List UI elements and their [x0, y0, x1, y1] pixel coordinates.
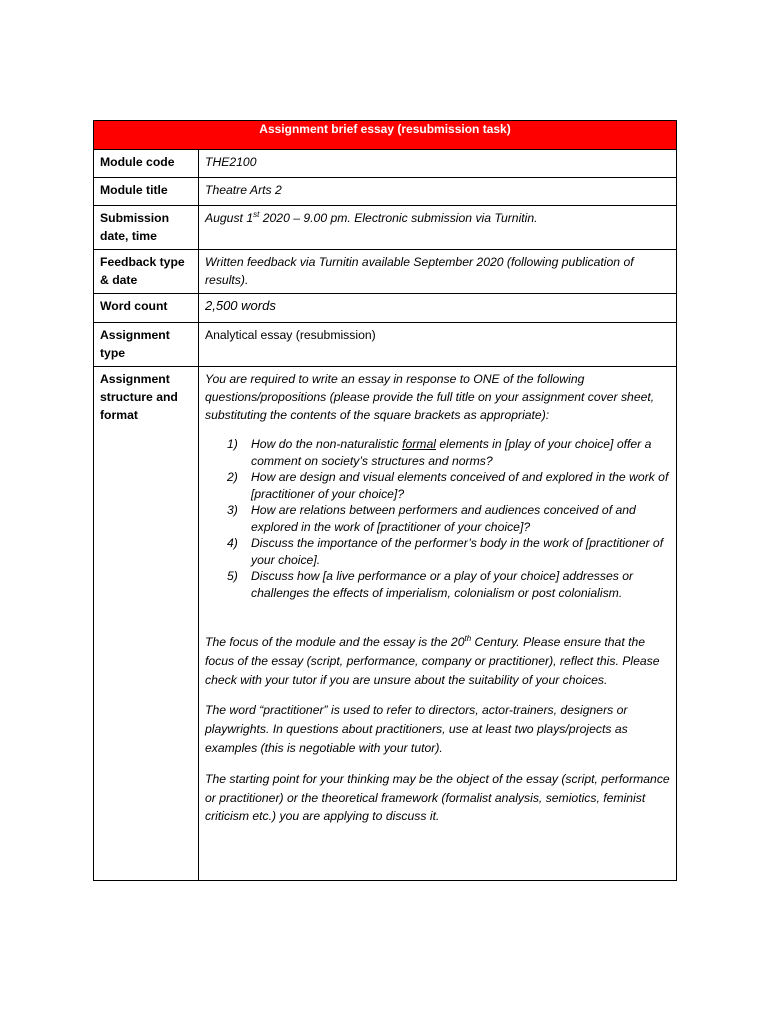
table-row — [94, 206, 677, 250]
assignment-brief-table — [93, 120, 677, 881]
table-row — [94, 294, 677, 323]
structure-intro: You are required to write an essay in response to ONE of the following questions/propositions (please provide the full title on your assignment cover sheet, substituting the contents of the square brackets as appropriate): — [205, 372, 655, 422]
question-number: 3) — [227, 503, 238, 517]
question-number: 2) — [227, 470, 238, 484]
question-text: Discuss how [a live performance or a play of your choice] addresses or challenges the effects of imperialism, colonialism or post colonialism. — [251, 569, 634, 600]
submission-value — [199, 206, 677, 250]
list-item — [227, 502, 670, 535]
word-count-label: Word count — [94, 294, 199, 323]
list-item — [227, 568, 670, 601]
list-item — [227, 469, 670, 502]
question-text: How are design and visual elements conceived of and explored in the work of [practitioner of your choice]? — [251, 470, 669, 501]
focus-text-start: The focus of the module and the essay is the 20 — [205, 635, 465, 649]
structure-label: Assignment structure and format — [94, 367, 199, 881]
question-number: 4) — [227, 536, 238, 550]
submission-date-suffix: st — [253, 210, 260, 219]
question-text-end: elements in [play of your choice] offer a comment on society’s structures and norms? — [251, 437, 652, 468]
submission-date-text: August 1 — [205, 211, 254, 225]
word-count-value: 2,500 words — [199, 294, 677, 323]
question-number: 5) — [227, 569, 238, 583]
question-number: 1) — [227, 437, 238, 451]
question-text — [251, 436, 670, 469]
table-row — [94, 150, 677, 178]
module-code-value: THE2100 — [199, 150, 677, 178]
focus-paragraph — [205, 633, 670, 689]
structure-content — [199, 367, 677, 881]
question-list — [205, 436, 670, 601]
starting-point-paragraph: The starting point for your thinking may be the object of the essay (script, performance or practitioner) or the theoretical framework (formalist analysis, semiotics, feminist criticism etc.) you are applying to discuss it. — [205, 771, 670, 824]
table-row — [94, 250, 677, 294]
module-title-value: Theatre Arts 2 — [199, 178, 677, 206]
table-row — [94, 178, 677, 206]
practitioner-paragraph: The word “practitioner” is used to refer to directors, actor-trainers, designers or playwrights. In questions about practitioners, use at least two plays/projects as examples (this is negotiable with your tutor). — [205, 703, 628, 755]
focus-suffix: th — [464, 634, 472, 643]
question-text: Discuss the importance of the performer’s body in the work of [practitioner of your choice]. — [251, 536, 664, 567]
underlined-word: formal — [402, 437, 436, 451]
table-row — [94, 367, 677, 881]
table-row — [94, 323, 677, 367]
question-text-start: How do the non-naturalistic — [251, 437, 403, 451]
list-item — [227, 436, 670, 469]
submission-time-text: 2020 – 9.00 pm. Electronic submission via Turnitin. — [259, 211, 538, 225]
table-header — [94, 121, 677, 150]
focus-text-end: Century. Please ensure that the focus of the essay (script, performance, company or practitioner), reflect this. Please check with your tutor if you are unsure about the suitability of your choices. — [205, 635, 660, 687]
question-text: How are relations between performers and audiences conceived of and explored in the work of [practitioner of your choice]? — [251, 503, 636, 534]
feedback-value: Written feedback via Turnitin available September 2020 (following publication of results). — [199, 250, 677, 294]
feedback-label: Feedback type & date — [94, 250, 199, 294]
submission-label: Submission date, time — [94, 206, 199, 250]
table-title: Assignment brief essay (resubmission task) — [259, 122, 511, 136]
module-title-label: Module title — [94, 178, 199, 206]
spacer — [205, 601, 670, 633]
list-item — [227, 535, 670, 568]
assignment-type-label: Assignment type — [94, 323, 199, 367]
assignment-type-value: Analytical essay (resubmission) — [199, 323, 677, 367]
module-code-label: Module code — [94, 150, 199, 178]
